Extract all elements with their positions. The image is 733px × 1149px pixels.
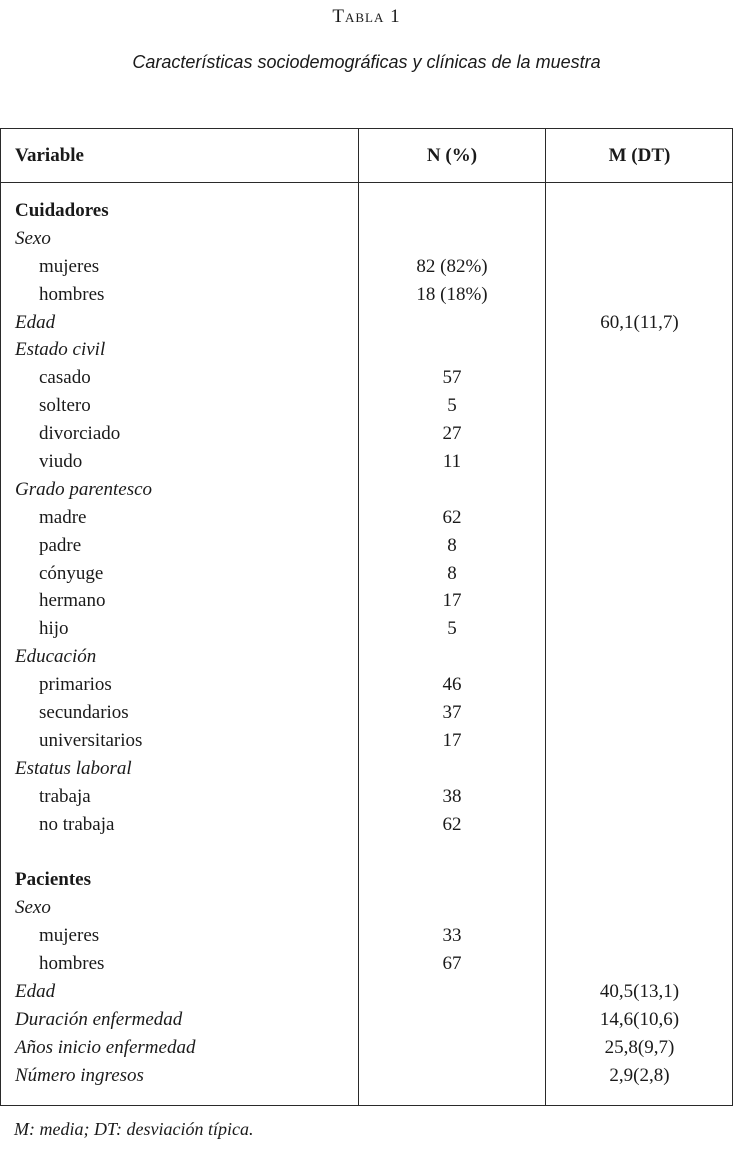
cell-variable: Estatus laboral <box>15 757 132 779</box>
cell-variable: universitarios <box>39 729 143 751</box>
table-row <box>1 1062 732 1090</box>
cell-mean-sd: 14,6(10,6) <box>599 1008 680 1030</box>
cell-variable: primarios <box>39 674 112 696</box>
cell-variable: trabaja <box>39 785 91 807</box>
table-row <box>1 448 732 476</box>
cell-variable: Número ingresos <box>15 1064 144 1086</box>
cell-n-percent: 33 <box>442 925 462 947</box>
data-table <box>0 128 733 1106</box>
cell-variable: divorciado <box>39 423 121 445</box>
table-row <box>1 532 732 560</box>
table-label: Tabla 1 <box>332 6 401 27</box>
cell-n-percent: 8 <box>447 562 457 584</box>
table-row <box>1 950 732 978</box>
cell-n-percent: 67 <box>442 953 462 975</box>
table-row <box>1 783 732 811</box>
cell-variable: Pacientes <box>15 869 91 891</box>
cell-variable: hermano <box>39 590 106 612</box>
cell-n-percent: 62 <box>442 813 462 835</box>
cell-variable: mujeres <box>39 255 100 277</box>
cell-mean-sd: 60,1(11,7) <box>600 311 679 333</box>
cell-mean-sd: 2,9(2,8) <box>609 1064 670 1086</box>
cell-n-percent: 62 <box>442 506 462 528</box>
table-row <box>1 253 732 281</box>
table-header-row <box>1 129 732 183</box>
cell-variable: madre <box>39 506 87 528</box>
cell-n-percent: 11 <box>442 451 462 473</box>
table-row <box>1 894 732 922</box>
cell-n-percent: 5 <box>447 395 457 417</box>
cell-n-percent: 46 <box>442 674 462 696</box>
header-variable: Variable <box>15 145 84 166</box>
table-row <box>1 392 732 420</box>
cell-n-percent: 38 <box>442 785 462 807</box>
table-row <box>1 1006 732 1034</box>
table-row <box>1 364 732 392</box>
cell-variable: Cuidadores <box>15 200 109 221</box>
cell-n-percent: 17 <box>442 729 462 751</box>
table-row <box>1 922 732 950</box>
cell-variable: Estado civil <box>15 339 106 361</box>
cell-n-percent: 17 <box>442 590 462 612</box>
table-row <box>1 560 732 588</box>
table-row <box>1 476 732 504</box>
cell-variable: Duración enfermedad <box>15 1008 183 1030</box>
cell-variable: Años inicio enfermedad <box>15 1036 196 1058</box>
header-mean-sd: M (DT) <box>608 145 671 166</box>
cell-n-percent: 82 (82%) <box>416 255 488 277</box>
table-footnote: M: media; DT: desviación típica. <box>14 1119 254 1139</box>
table-row <box>1 615 732 643</box>
cell-n-percent: 8 <box>447 534 457 556</box>
cell-variable: padre <box>39 534 82 556</box>
table-caption: Características sociodemográficas y clínicas de la muestra <box>132 52 601 72</box>
table-row <box>1 587 732 615</box>
table-section-row <box>1 197 732 225</box>
cell-variable: Edad <box>15 311 56 333</box>
cell-variable: soltero <box>39 395 91 417</box>
table-section-row <box>1 866 732 894</box>
cell-variable: hombres <box>39 953 105 975</box>
cell-variable: Grado parentesco <box>15 478 153 500</box>
table-row <box>1 420 732 448</box>
table-row <box>1 811 732 839</box>
cell-variable: casado <box>39 367 91 389</box>
table-row <box>1 336 732 364</box>
cell-variable: mujeres <box>39 925 100 947</box>
table-row <box>1 727 732 755</box>
table-row <box>1 309 732 337</box>
cell-variable: viudo <box>39 451 83 473</box>
cell-n-percent: 27 <box>442 423 462 445</box>
cell-variable: hombres <box>39 283 105 305</box>
cell-variable: Sexo <box>15 227 51 249</box>
table-row <box>1 225 732 253</box>
cell-mean-sd: 40,5(13,1) <box>599 980 680 1002</box>
table-row <box>1 643 732 671</box>
table-row <box>1 755 732 783</box>
table-row <box>1 838 732 866</box>
table-row <box>1 671 732 699</box>
cell-variable: hijo <box>39 618 69 640</box>
cell-variable: Educación <box>15 646 97 668</box>
header-n-percent: N (%) <box>426 145 478 166</box>
cell-n-percent: 37 <box>442 702 462 724</box>
cell-n-percent: 57 <box>442 367 462 389</box>
cell-variable: Sexo <box>15 897 51 919</box>
table-body <box>1 197 732 1090</box>
cell-variable: no trabaja <box>39 813 115 835</box>
table-row <box>1 1034 732 1062</box>
cell-n-percent: 5 <box>447 618 457 640</box>
table-row <box>1 281 732 309</box>
cell-n-percent: 18 (18%) <box>416 283 488 305</box>
cell-variable: secundarios <box>39 702 129 724</box>
cell-mean-sd: 25,8(9,7) <box>604 1036 675 1058</box>
cell-variable: Edad <box>15 980 56 1002</box>
table-row <box>1 504 732 532</box>
cell-variable: cónyuge <box>39 562 104 584</box>
table-row <box>1 699 732 727</box>
table-row <box>1 978 732 1006</box>
